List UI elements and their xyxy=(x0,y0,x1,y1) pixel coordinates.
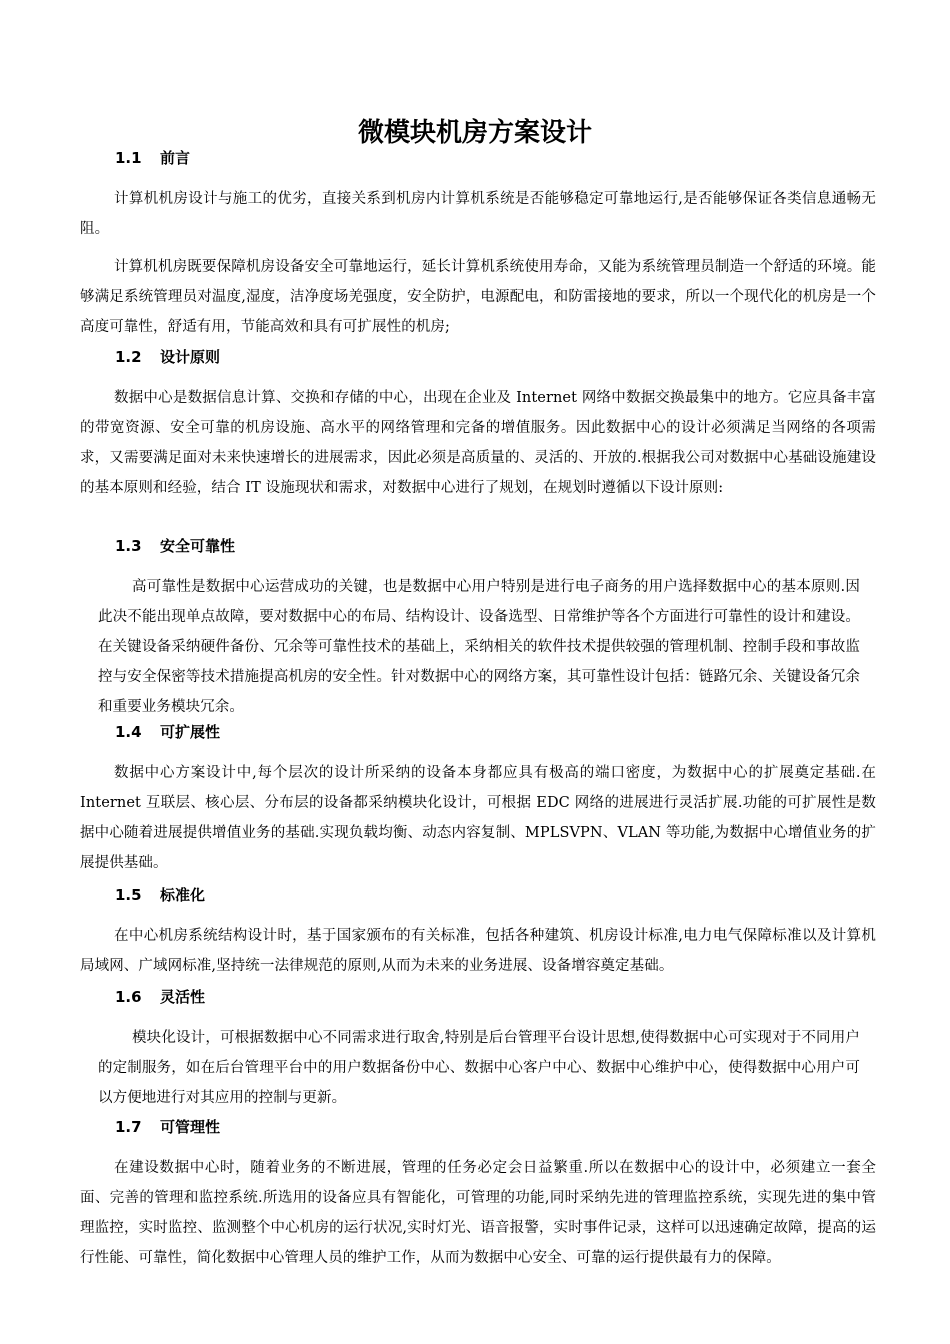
paragraph: 数据中心是数据信息计算、交换和存储的中心，出现在企业及 Internet 网络中数据交换最集中的地方。它应具备丰富的带宽资源、安全可靠的机房设施、高水平的网络管理和完备的增值服务。因此数据中心的设计必须满足当网络的各项需求，又需要满足面对未来快速增长的进展需求，因此必须是高质量的、灵活的、开放的.根据我公司对数据中心基础设施建设的基本原则和经验，结合 IT 设施现状和需求，对数据中心进行了规划，在规划时遵循以下设计原则: xyxy=(80,390,876,496)
section-title: 可管理性 xyxy=(160,1118,221,1136)
section-title: 可扩展性 xyxy=(160,723,221,741)
section-title: 设计原则 xyxy=(160,348,221,366)
paragraph: 模块化设计，可根据数据中心不同需求进行取舍,特别是后台管理平台设计思想,使得数据中心可实现对于不同用户的定制服务，如在后台管理平台中的用户数据备份中心、数据中心客户中心、数据中心维护中心，使得数据中心用户可以方便地进行对其应用的控制与更新。 xyxy=(98,1030,860,1106)
paragraph: 在中心机房系统结构设计时，基于国家颁布的有关标准，包括各种建筑、机房设计标准,电力电气保障标准以及计算机局域网、广域网标准,坚持统一法律规范的原则,从而为未来的业务进展、设备增容奠定基础。 xyxy=(80,928,876,974)
paragraph: 数据中心方案设计中,每个层次的设计所采纳的设备本身都应具有极高的端口密度，为数据中心的扩展奠定基础.在 Internet 互联层、核心层、分布层的设备都采纳模块化设计，可根据 EDC 网络的进展进行灵活扩展.功能的可扩展性是数据中心随着进展提供增值业务的基础.实现负载均衡、动态内容复制、MPLSVPN、VLAN 等功能,为数据中心增值业务的扩展提供基础。 xyxy=(80,765,876,871)
paragraph: 计算机机房设计与施工的优劣，直接关系到机房内计算机系统是否能够稳定可靠地运行,是否能够保证各类信息通畅无阻。 xyxy=(80,191,876,237)
section-heading-1-1 xyxy=(115,147,190,169)
section-number: 1.7 xyxy=(115,1118,142,1136)
section-number: 1.6 xyxy=(115,988,142,1006)
section-title: 标准化 xyxy=(160,886,206,904)
section-title: 安全可靠性 xyxy=(160,537,236,555)
section-heading-1-3 xyxy=(115,535,235,557)
section-number: 1.5 xyxy=(115,886,142,904)
section-heading-1-2 xyxy=(115,346,220,368)
section-number: 1.2 xyxy=(115,348,142,366)
section-number: 1.1 xyxy=(115,149,142,167)
section-title: 前言 xyxy=(160,149,191,167)
section-heading-1-7 xyxy=(115,1116,220,1138)
page-title: 微模块机房方案设计 xyxy=(357,118,592,148)
paragraph: 高可靠性是数据中心运营成功的关键，也是数据中心用户特别是进行电子商务的用户选择数据中心的基本原则.因此决不能出现单点故障，要对数据中心的布局、结构设计、设备选型、日常维护等各个方面进行可靠性的设计和建设。在关键设备采纳硬件备份、冗余等可靠性技术的基础上，采纳相关的软件技术提供较强的管理机制、控制手段和事故监控与安全保密等技术措施提高机房的安全性。针对数据中心的网络方案，其可靠性设计包括：链路冗余、关键设备冗余和重要业务模块冗余。 xyxy=(98,579,860,715)
section-heading-1-5 xyxy=(115,884,205,906)
section-number: 1.4 xyxy=(115,723,142,741)
paragraph: 计算机机房既要保障机房设备安全可靠地运行，延长计算机系统使用寿命，又能为系统管理员制造一个舒适的环境。能够满足系统管理员对温度,湿度，洁净度场羌强度，安全防护，电源配电，和防雷接地的要求，所以一个现代化的机房是一个高度可靠性，舒适有用，节能高效和具有可扩展性的机房; xyxy=(80,259,876,335)
section-heading-1-4 xyxy=(115,721,220,743)
section-heading-1-6 xyxy=(115,986,205,1008)
section-number: 1.3 xyxy=(115,537,142,555)
paragraph: 在建设数据中心时，随着业务的不断进展，管理的任务必定会日益繁重.所以在数据中心的设计中，必须建立一套全面、完善的管理和监控系统.所选用的设备应具有智能化，可管理的功能,同时采纳先进的管理监控系统，实现先进的集中管理监控，实时监控、监测整个中心机房的运行状况,实时灯光、语音报警，实时事件记录，这样可以迅速确定故障，提高的运行性能、可靠性，简化数据中心管理人员的维护工作，从而为数据中心安全、可靠的运行提供最有力的保障。 xyxy=(80,1160,876,1266)
section-title: 灵活性 xyxy=(160,988,206,1006)
